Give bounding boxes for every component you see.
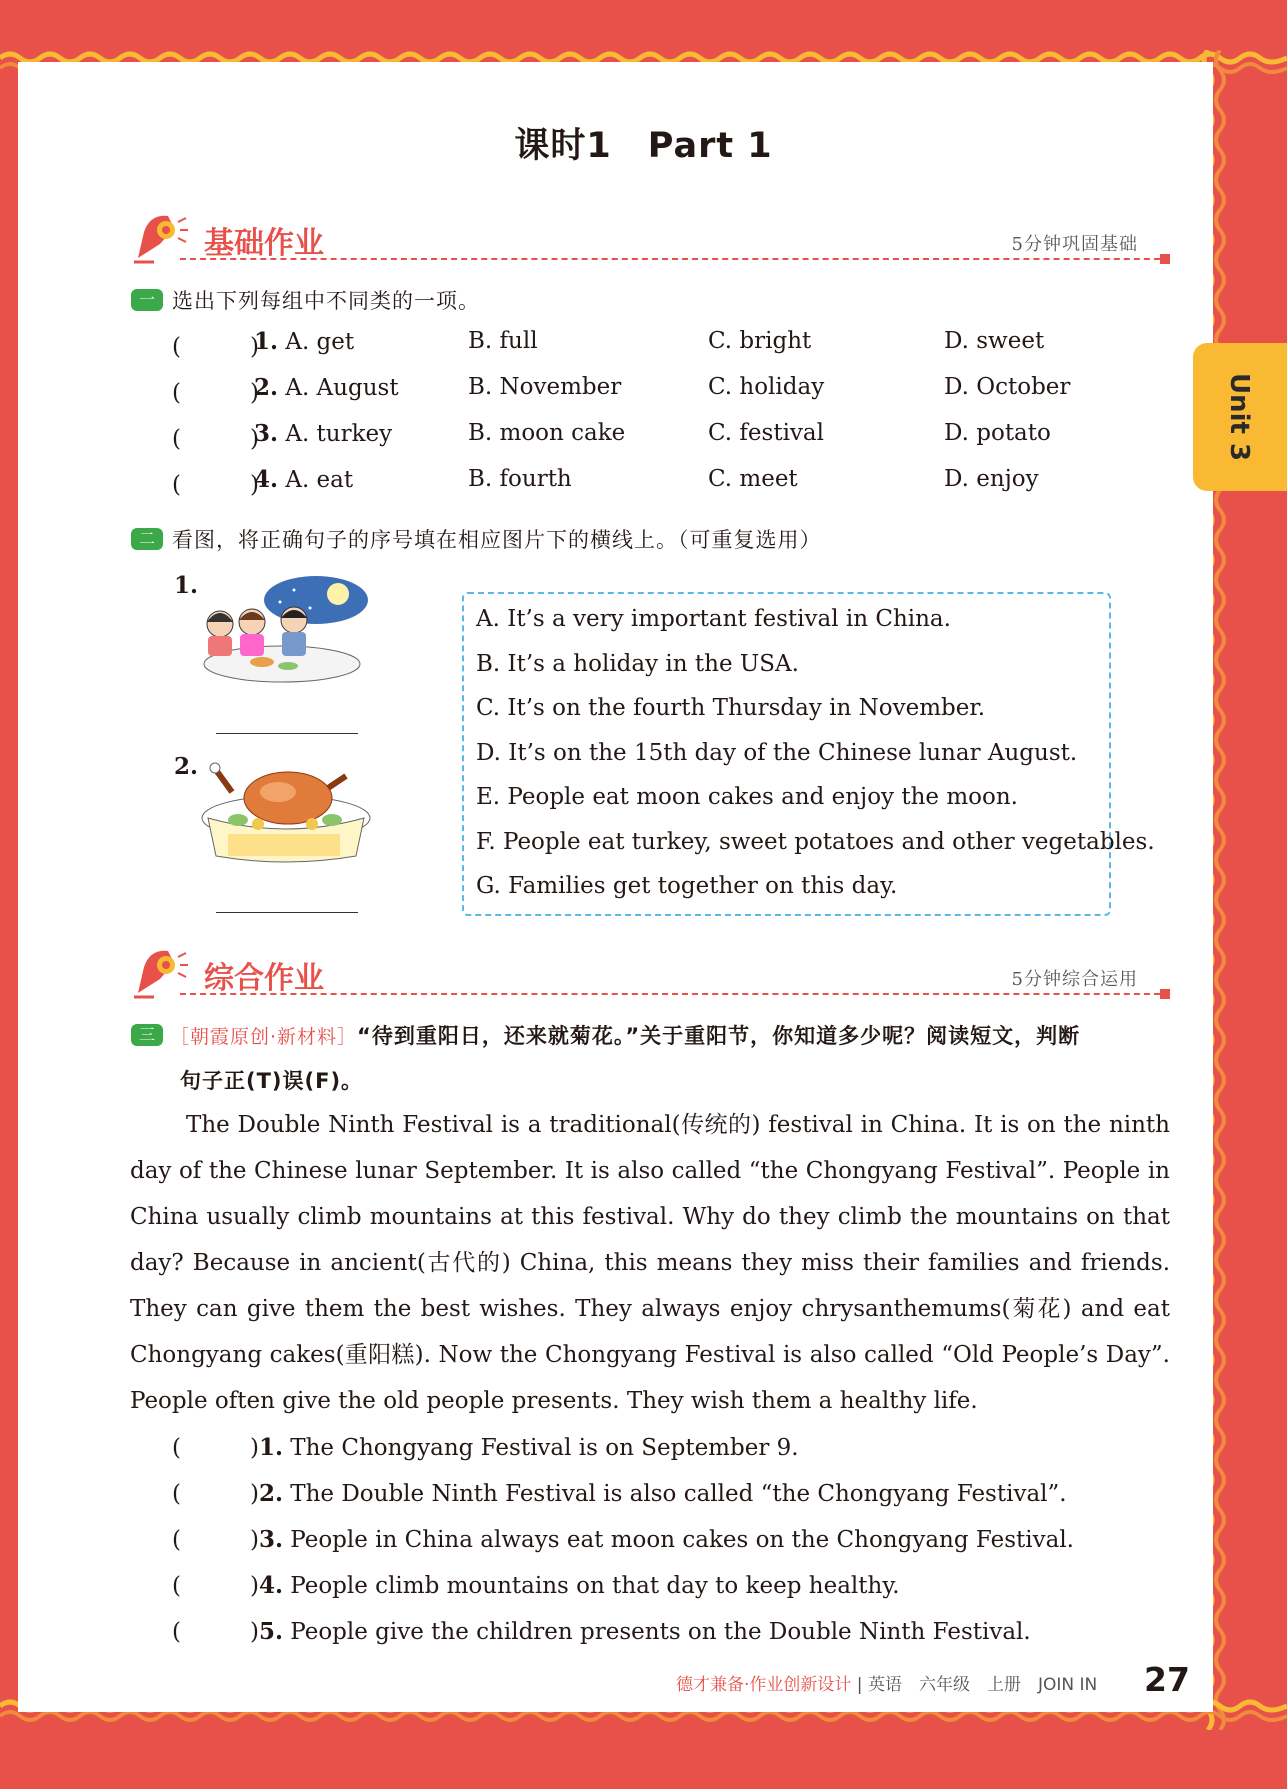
statement-text: The Double Ninth Festival is also called “the Chongyang Festival”.: [290, 1481, 1067, 1507]
instruction-line-1: “待到重阳日，还来就菊花。”关于重阳节，你知道多少呢？阅读短文，判断: [357, 1024, 1081, 1048]
page-title: 课时1 Part 1: [514, 126, 773, 166]
option-c[interactable]: C. meet: [708, 466, 798, 492]
question-row: [172, 374, 1122, 408]
answer-bracket[interactable]: ( ): [172, 1573, 259, 1599]
statement-text: People climb mountains on that day to keep healthy.: [290, 1573, 900, 1599]
answer-bracket[interactable]: ( ): [172, 334, 259, 360]
exercise-instruction: 看图，将正确句子的序号填在相应图片下的横线上。（可重复选用）: [172, 528, 822, 552]
sentence-options-box: [462, 592, 1155, 916]
reading-passage: The Double Ninth Festival is a traditional(传统的) festival in China. It is on the ninth day of the Chinese lunar September. It is also called “the Chongyang Festival”. People in China usually climb mountains at this festival. Why do they climb the mountains on that day? Because in ancient(古代的) China, this means they miss their families and friends. They can give them the best wishes. They always enjoy chrysanthemums(菊花) and eat Chongyang cakes(重阳糕). Now the Chongyang Festival is also called “Old People’s Day”. People often give the old people presents. They wish them a healthy life.: [130, 1112, 1170, 1414]
exercise-instruction: [170, 1020, 1080, 1050]
statement-row: [172, 1567, 900, 1600]
option-b[interactable]: B. November: [468, 374, 622, 400]
statement-row: [172, 1613, 1031, 1646]
statement-number: 3.: [258, 1526, 283, 1553]
question-number: 3.: [254, 420, 279, 447]
footer-info: 英语 六年级 上册 JOIN IN: [867, 1675, 1098, 1695]
statement-number: 5.: [258, 1618, 283, 1645]
option-c[interactable]: C. holiday: [708, 374, 825, 400]
footer-brand: 德才兼备·作业创新设计: [676, 1675, 852, 1695]
question-row: [172, 328, 1122, 362]
statement-text: The Chongyang Festival is on September 9.: [290, 1435, 799, 1461]
instruction-line-2: 句子正(T)误(F)。: [180, 1069, 364, 1093]
statement-number: 2.: [258, 1480, 283, 1507]
answer-blank-2[interactable]: [216, 912, 358, 913]
unit-side-tab[interactable]: [1193, 343, 1287, 491]
section-note: 5分钟巩固基础: [1011, 234, 1138, 255]
answer-blank-1[interactable]: [216, 733, 358, 734]
sentence-option: A. It’s a very important festival in China.: [476, 606, 951, 632]
page-footer: 德才兼备·作业创新设计 | 英语 六年级 上册 JOIN IN: [676, 1675, 1098, 1695]
section-note: 5分钟综合运用: [1011, 969, 1138, 990]
question-number: 4.: [254, 466, 279, 493]
section-divider: [180, 993, 1170, 995]
sentence-option: E. People eat moon cakes and enjoy the moon.: [476, 784, 1018, 810]
unit-tab-label: Unit 3: [1224, 372, 1254, 462]
sentence-option: F. People eat turkey, sweet potatoes and other vegetables.: [476, 829, 1155, 855]
statement-row: [172, 1429, 799, 1462]
sentence-option: C. It’s on the fourth Thursday in November.: [476, 695, 986, 721]
statement-text: People give the children presents on the Double Ninth Festival.: [290, 1619, 1031, 1645]
sentence-option: G. Families get together on this day.: [476, 873, 898, 899]
exercise-instruction: 选出下列每组中不同类的一项。: [172, 289, 480, 313]
option-a[interactable]: A. August: [285, 375, 399, 401]
option-d[interactable]: D. enjoy: [944, 466, 1039, 492]
section-title: 综合作业: [204, 961, 324, 996]
statement-number: 1.: [258, 1434, 283, 1461]
sentence-option: D. It’s on the 15th day of the Chinese lunar August.: [476, 740, 1078, 766]
answer-bracket[interactable]: ( ): [172, 1435, 259, 1461]
roast-turkey-illustration: [198, 748, 372, 870]
option-b[interactable]: B. full: [468, 328, 538, 354]
option-b[interactable]: B. moon cake: [468, 420, 626, 446]
section-divider: [180, 258, 1170, 260]
answer-bracket[interactable]: ( ): [172, 380, 259, 406]
answer-bracket[interactable]: ( ): [172, 1619, 259, 1645]
source-tag: ［朝霞原创·新材料］: [170, 1026, 358, 1048]
sentence-option: B. It’s a holiday in the USA.: [476, 651, 799, 677]
mid-autumn-family-illustration: [198, 570, 370, 688]
picture-number: 1.: [174, 572, 199, 599]
answer-bracket[interactable]: ( ): [172, 1481, 259, 1507]
page-number: 27: [1144, 1660, 1190, 1699]
divider-end-marker: [1160, 989, 1170, 999]
statement-row: [172, 1475, 1067, 1508]
answer-bracket[interactable]: ( ): [172, 426, 259, 452]
exercise-badge: 三: [131, 1024, 163, 1046]
statement-row: [172, 1521, 1074, 1554]
picture-number: 2.: [174, 753, 199, 780]
section-header-comprehensive: [130, 943, 1170, 1003]
option-d[interactable]: D. sweet: [944, 328, 1045, 354]
option-d[interactable]: D. potato: [944, 420, 1051, 446]
question-row: [172, 466, 1122, 500]
answer-bracket[interactable]: ( ): [172, 1527, 259, 1553]
exercise-badge: 一: [131, 289, 163, 311]
section-header-basic: [130, 208, 1170, 268]
divider-end-marker: [1160, 254, 1170, 264]
question-number: 1.: [254, 328, 279, 355]
option-b[interactable]: B. fourth: [468, 466, 572, 492]
option-d[interactable]: D. October: [944, 374, 1071, 400]
option-c[interactable]: C. festival: [708, 420, 824, 446]
question-row: [172, 420, 1122, 454]
statement-number: 4.: [258, 1572, 283, 1599]
section-title: 基础作业: [204, 226, 324, 261]
option-a[interactable]: A. get: [285, 329, 355, 355]
option-a[interactable]: A. eat: [285, 467, 354, 493]
statement-text: People in China always eat moon cakes on the Chongyang Festival.: [290, 1527, 1074, 1553]
exercise-badge: 二: [131, 528, 163, 550]
option-c[interactable]: C. bright: [708, 328, 812, 354]
question-number: 2.: [254, 374, 279, 401]
answer-bracket[interactable]: ( ): [172, 472, 259, 498]
option-a[interactable]: A. turkey: [285, 421, 393, 447]
